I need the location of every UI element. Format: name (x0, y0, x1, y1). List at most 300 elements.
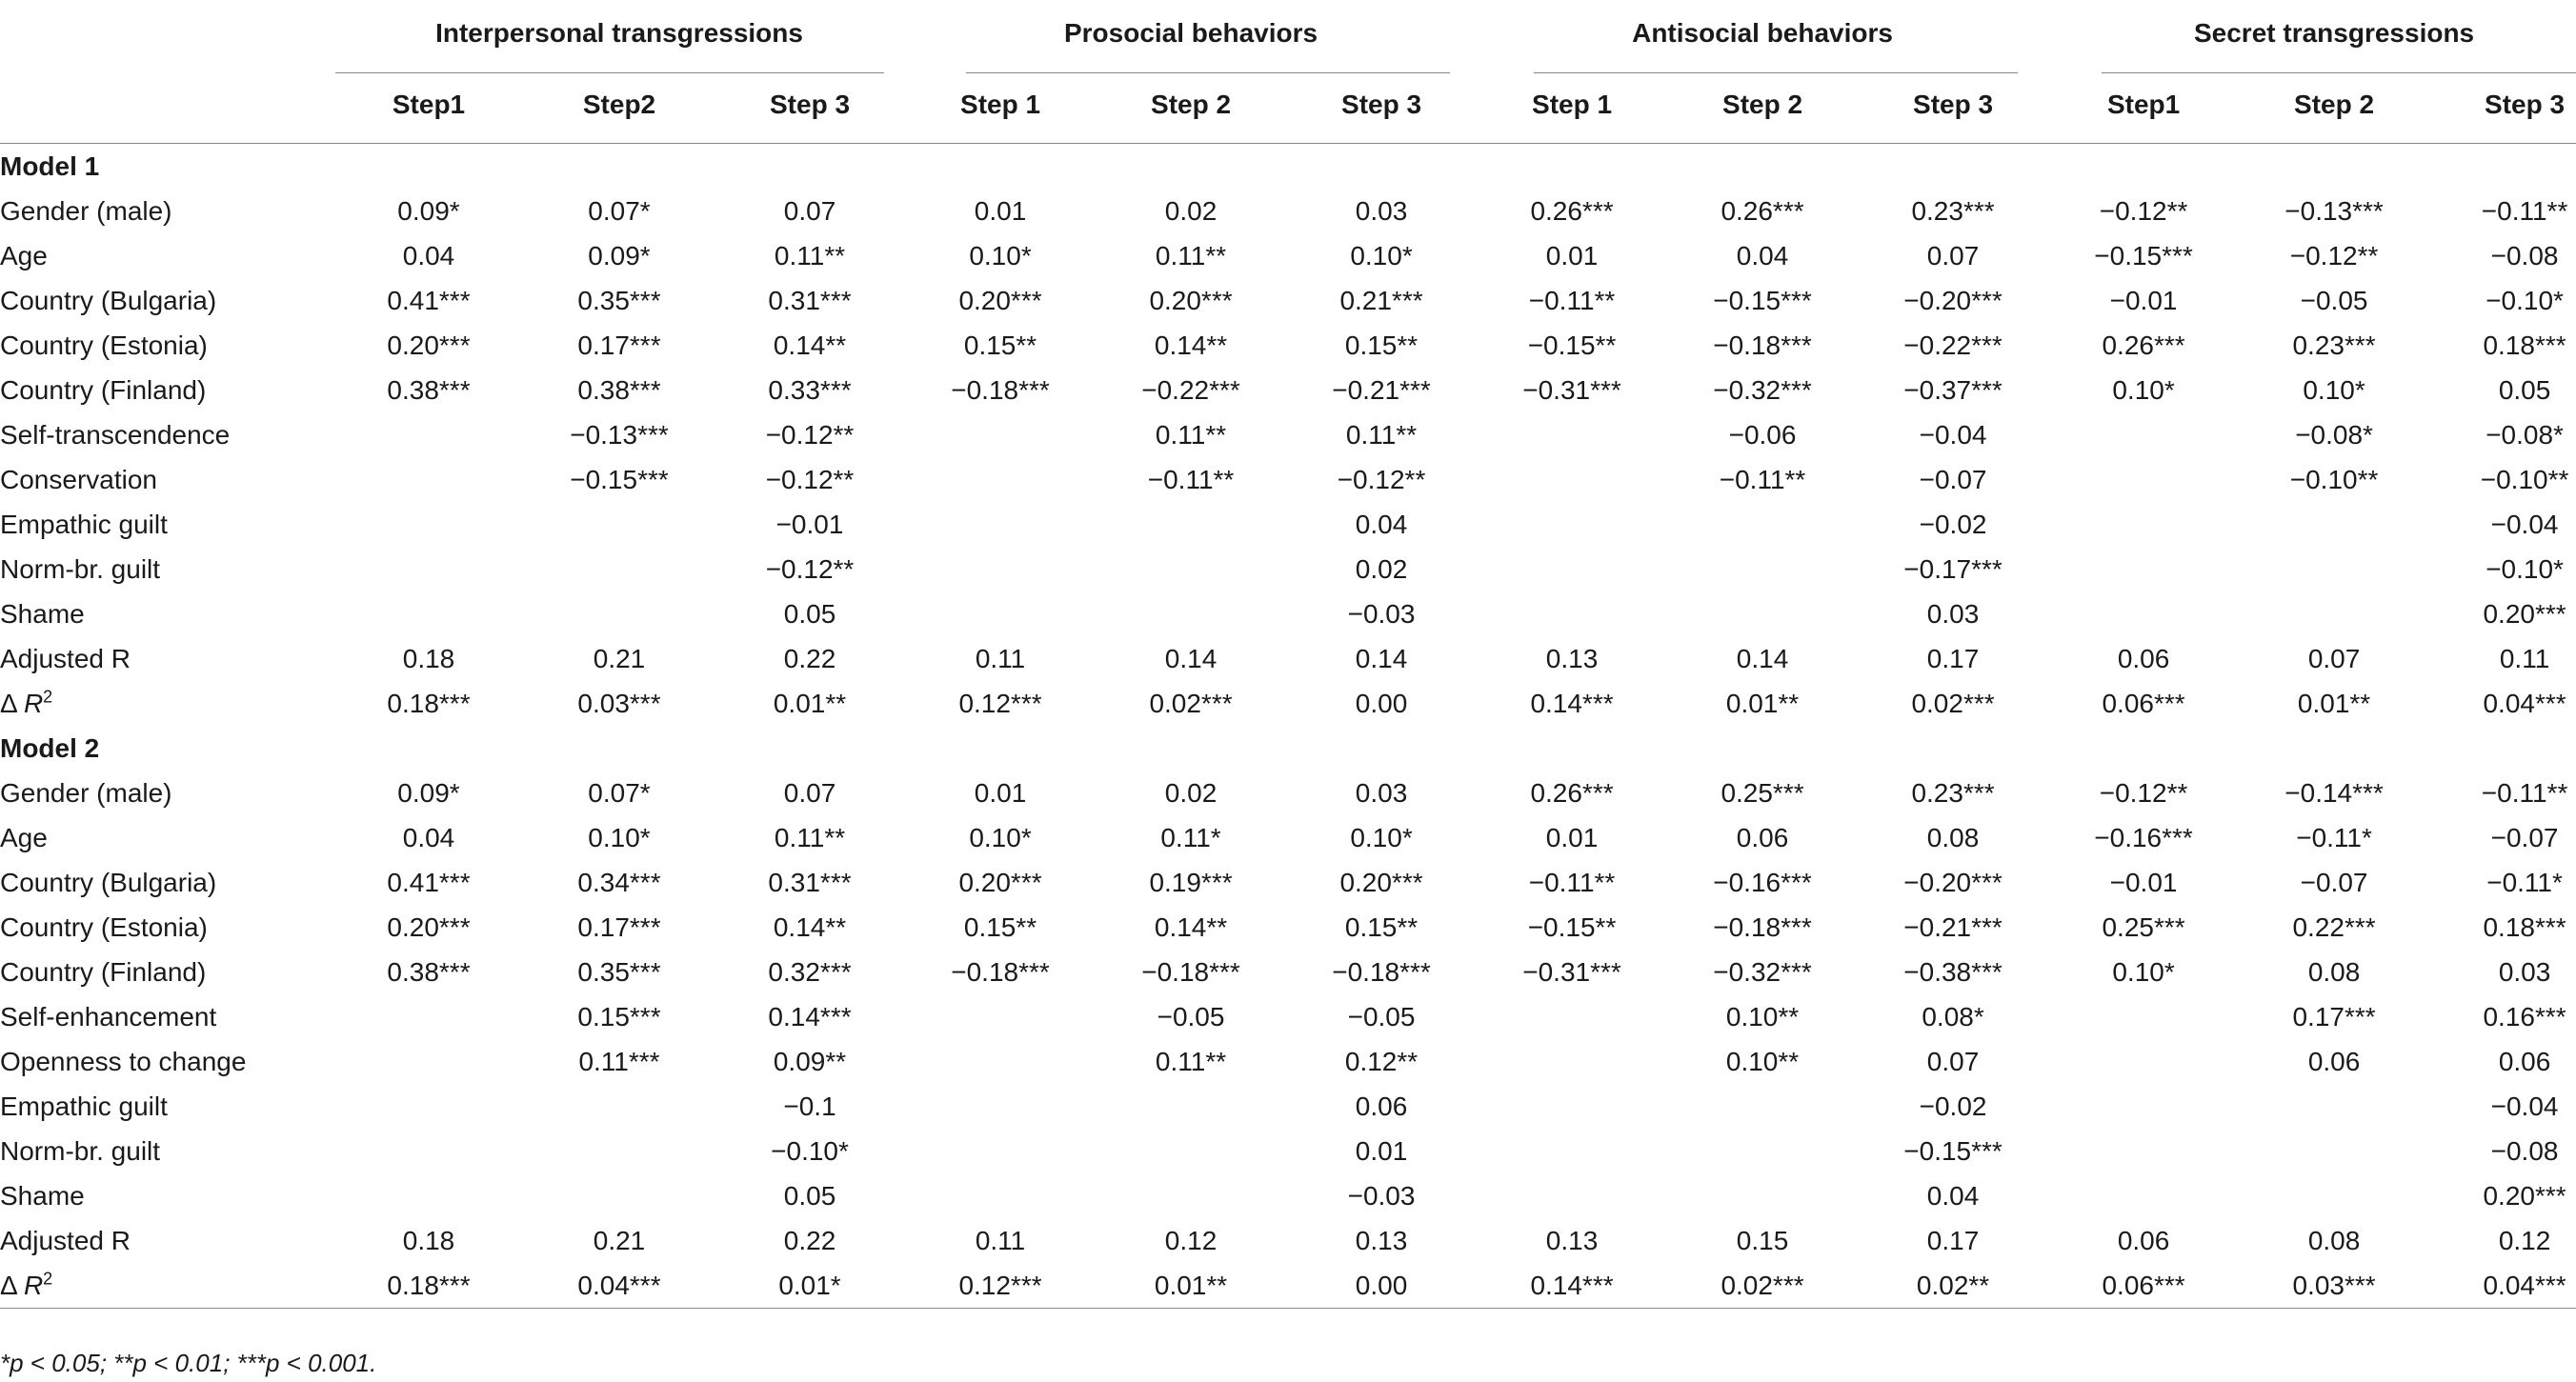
table-cell: 0.01 (1355, 1136, 1408, 1166)
table-cell: −0.11** (2481, 778, 2568, 808)
table-cell: −0.07 (2300, 868, 2368, 897)
table-cell: 0.25*** (1721, 778, 1804, 808)
table-cell: 0.04 (1926, 1181, 1980, 1211)
step-header: Step 2 (1667, 67, 1858, 144)
table-cell: 0.03 (2498, 957, 2551, 987)
table-cell: −0.22*** (1903, 330, 2002, 360)
table-cell: 0.07 (1926, 241, 1980, 270)
delta-r-label: Δ R (0, 689, 44, 718)
table-cell: −0.18*** (951, 375, 1050, 405)
table-cell: −0.13*** (2284, 196, 2384, 226)
corner-cell (0, 0, 333, 67)
model-header-row (0, 726, 2576, 771)
table-cell (1477, 591, 1667, 636)
step-header: Step 2 (2239, 67, 2429, 144)
table-cell: 0.12** (1344, 1047, 1419, 1076)
row-label: Shame (0, 1181, 85, 1211)
table-cell (2048, 144, 2239, 190)
table-cell (524, 1084, 714, 1129)
table-cell: 0.14 (1164, 644, 1218, 673)
table-cell: 0.10** (1725, 1047, 1800, 1076)
table-cell (524, 591, 714, 636)
table-cell (1286, 144, 1477, 190)
table-cell: 0.00 (1286, 1263, 1477, 1309)
table-cell: 0.10* (1350, 823, 1413, 852)
table-row (0, 815, 2576, 860)
table-row (0, 233, 2576, 278)
table-cell: 0.17 (1926, 1226, 1980, 1255)
step-header: Step 3 (2429, 67, 2576, 144)
table-cell: −0.04 (2490, 1092, 2559, 1121)
table-cell: 0.18*** (2483, 330, 2566, 360)
group-rule-antisocial (1534, 72, 2018, 73)
table-cell (1096, 144, 1286, 190)
table-cell: −0.21*** (1332, 375, 1431, 405)
table-cell: −0.05 (1347, 1002, 1416, 1031)
table-cell (1667, 1084, 1858, 1129)
row-label: Empathic guilt (0, 1092, 168, 1121)
table-cell: 0.04*** (2429, 1263, 2576, 1309)
table-cell: 0.23*** (1911, 778, 1995, 808)
table-row (0, 278, 2576, 323)
table-cell: 0.11** (1345, 420, 1418, 450)
row-label: Conservation (0, 465, 157, 494)
table-cell: 0.02*** (1149, 689, 1233, 718)
table-cell: −0.04 (1919, 420, 1987, 450)
table-cell: 0.15** (963, 912, 1037, 942)
table-cell: 0.26*** (1530, 778, 1614, 808)
table-cell: −0.10* (2485, 554, 2564, 584)
table-cell: −0.05 (2300, 286, 2368, 315)
row-label: Gender (male) (0, 778, 172, 808)
table-cell: −0.15*** (570, 465, 669, 494)
table-cell: 0.01** (773, 689, 847, 718)
table-cell: 0.06 (2498, 1047, 2551, 1076)
row-label: Self-transcendence (0, 420, 231, 450)
table-cell (905, 547, 1096, 591)
step-header: Step1 (2048, 67, 2239, 144)
table-cell: 0.15** (1344, 330, 1419, 360)
table-cell: −0.08 (2490, 1136, 2559, 1166)
table-cell (2048, 1084, 2239, 1129)
table-cell (1858, 144, 2048, 190)
table-cell: 0.26*** (1530, 196, 1614, 226)
table-cell: −0.22*** (1141, 375, 1240, 405)
table-cell (905, 591, 1096, 636)
table-cell: 0.18*** (387, 689, 471, 718)
table-cell (1477, 1129, 1667, 1173)
table-cell: 0.20*** (1339, 868, 1423, 897)
table-cell: −0.20*** (1903, 868, 2002, 897)
table-cell: 0.09** (773, 1047, 847, 1076)
table-cell (2048, 502, 2239, 547)
table-cell: 0.16*** (2483, 1002, 2566, 1031)
table-cell: 0.07 (1926, 1047, 1980, 1076)
table-cell: −0.18*** (1713, 912, 1812, 942)
model-label: Model 2 (0, 733, 100, 763)
table-cell: 0.08 (1926, 823, 1980, 852)
table-cell: −0.08 (2490, 241, 2559, 270)
table-cell (1477, 1173, 1667, 1218)
table-cell (905, 144, 1096, 190)
step-header: Step 3 (714, 67, 905, 144)
table-cell (905, 1129, 1096, 1173)
table-cell: 0.07 (783, 196, 836, 226)
table-cell: 0.03*** (2239, 1263, 2429, 1309)
table-cell: −0.12** (2099, 778, 2188, 808)
table-cell: 0.12 (2498, 1226, 2551, 1255)
table-cell: 0.07 (783, 778, 836, 808)
table-cell: 0.11* (1160, 823, 1221, 852)
table-cell: 0.18 (402, 644, 455, 673)
table-cell (1477, 547, 1667, 591)
table-cell (2239, 1084, 2429, 1129)
table-cell (2048, 591, 2239, 636)
row-label: Adjusted R (0, 644, 131, 673)
table-cell: 0.11 (2499, 644, 2550, 673)
table-cell: 0.20*** (958, 286, 1042, 315)
table-cell (1096, 591, 1286, 636)
table-cell: −0.15*** (1713, 286, 1812, 315)
table-row (0, 1084, 2576, 1129)
row-label: Age (0, 823, 48, 852)
table-cell (2239, 1173, 2429, 1218)
table-cell: −0.18*** (1141, 957, 1240, 987)
table-cell: −0.14*** (2284, 778, 2384, 808)
table-cell: 0.17*** (577, 330, 661, 360)
table-row (0, 950, 2576, 994)
table-cell: −0.08* (2295, 420, 2373, 450)
row-label (0, 1263, 333, 1309)
row-label: Country (Bulgaria) (0, 868, 217, 897)
table-cell: 0.01 (1545, 241, 1599, 270)
group-rule-interpersonal (335, 72, 884, 73)
table-row (0, 860, 2576, 905)
table-cell: 0.02*** (1911, 689, 1995, 718)
table-cell (905, 502, 1096, 547)
table-cell (524, 726, 714, 771)
table-cell: −0.05 (1157, 1002, 1225, 1031)
table-cell (2048, 412, 2239, 457)
table-cell: 0.04 (402, 241, 455, 270)
table-cell (2429, 144, 2576, 190)
table-cell: 0.17*** (2292, 1002, 2376, 1031)
table-cell (714, 144, 905, 190)
table-cell: 0.19*** (1149, 868, 1233, 897)
table-cell (2239, 726, 2429, 771)
row-label: Country (Finland) (0, 957, 207, 987)
table-cell (1096, 1084, 1286, 1129)
table-cell: 0.17*** (577, 912, 661, 942)
table-cell: −0.02 (1919, 1092, 1987, 1121)
table-cell (1477, 1039, 1667, 1084)
group-header-interpersonal: Interpersonal transgressions (435, 18, 803, 48)
group-rule-secret (2102, 72, 2576, 73)
table-cell (1477, 457, 1667, 502)
table-cell: 0.07* (588, 196, 651, 226)
table-cell: −0.16*** (1713, 868, 1812, 897)
table-cell: −0.07 (1919, 465, 1987, 494)
table-cell: 0.18*** (333, 1263, 524, 1309)
table-cell: −0.10* (2485, 286, 2564, 315)
table-cell (2048, 1129, 2239, 1173)
table-cell: −0.13*** (570, 420, 669, 450)
table-cell: 0.20*** (387, 912, 471, 942)
table-cell: 0.38*** (577, 375, 661, 405)
row-label: Country (Finland) (0, 375, 207, 405)
table-cell: −0.15*** (2094, 241, 2193, 270)
table-cell: 0.05 (2498, 375, 2551, 405)
table-cell: 0.14*** (1530, 689, 1614, 718)
table-cell: 0.22 (783, 1226, 836, 1255)
table-cell: 0.11** (774, 241, 846, 270)
row-label: Norm-br. guilt (0, 1136, 161, 1166)
table-row (0, 1173, 2576, 1218)
table-cell: 0.10* (1350, 241, 1413, 270)
table-cell: −0.20*** (1903, 286, 2002, 315)
table-row (0, 1263, 2576, 1309)
table-cell: 0.13 (1545, 644, 1599, 673)
table-cell: −0.10** (2289, 465, 2379, 494)
table-cell: 0.08 (2307, 1226, 2361, 1255)
table-cell (2239, 1129, 2429, 1173)
group-rule-prosocial (966, 72, 1450, 73)
group-header-row (0, 0, 2576, 67)
table-cell (905, 457, 1096, 502)
table-row (0, 636, 2576, 681)
table-cell: 0.26*** (1721, 196, 1804, 226)
table-cell: 0.03 (1926, 599, 1980, 629)
row-label: Empathic guilt (0, 510, 168, 539)
table-cell: −0.15*** (1903, 1136, 2002, 1166)
table-row (0, 1129, 2576, 1173)
table-cell: −0.12** (2289, 241, 2379, 270)
table-cell: 0.02*** (1667, 1263, 1858, 1309)
table-cell (905, 1173, 1096, 1218)
table-cell: 0.34*** (577, 868, 661, 897)
table-cell: −0.06 (1728, 420, 1797, 450)
step-header: Step 2 (1096, 67, 1286, 144)
table-cell (524, 144, 714, 190)
table-row (0, 189, 2576, 233)
table-cell: 0.38*** (387, 375, 471, 405)
table-cell (2239, 144, 2429, 190)
table-cell: 0.35*** (577, 957, 661, 987)
row-label: Norm-br. guilt (0, 554, 161, 584)
table-cell: 0.31*** (768, 286, 852, 315)
table-cell: 0.04*** (524, 1263, 714, 1309)
table-cell: 0.12*** (958, 689, 1042, 718)
table-cell (333, 1084, 524, 1129)
table-cell: −0.02 (1919, 510, 1987, 539)
table-cell (1667, 1173, 1858, 1218)
table-cell: −0.32*** (1713, 375, 1812, 405)
table-cell: 0.20*** (958, 868, 1042, 897)
table-cell: 0.00 (1355, 689, 1408, 718)
table-cell: 0.06 (2117, 644, 2170, 673)
table-cell (1477, 412, 1667, 457)
table-row (0, 994, 2576, 1039)
table-cell (1477, 994, 1667, 1039)
table-cell: 0.08 (2307, 957, 2361, 987)
step-header-row (0, 67, 2576, 144)
table-cell: 0.38*** (387, 957, 471, 987)
table-cell: −0.31*** (1522, 375, 1621, 405)
table-cell: 0.04 (1355, 510, 1408, 539)
row-label: Shame (0, 599, 85, 629)
table-cell: −0.10* (771, 1136, 849, 1166)
table-cell: 0.09* (397, 778, 460, 808)
table-cell: 0.22*** (2292, 912, 2376, 942)
table-cell (333, 1039, 524, 1084)
model-label: Model 1 (0, 151, 100, 181)
table-cell: 0.10* (969, 241, 1032, 270)
table-cell: −0.32*** (1713, 957, 1812, 987)
table-cell (905, 726, 1096, 771)
table-row (0, 457, 2576, 502)
table-cell: 0.11** (1155, 1047, 1227, 1076)
table-cell: 0.23*** (2292, 330, 2376, 360)
table-cell: −0.38*** (1903, 957, 2002, 987)
row-label: Country (Bulgaria) (0, 286, 217, 315)
table-cell: −0.1 (783, 1092, 836, 1121)
table-row (0, 1039, 2576, 1084)
table-cell: −0.01 (775, 510, 844, 539)
table-cell (1667, 502, 1858, 547)
table-cell (2048, 726, 2239, 771)
group-header-secret: Secret transgressions (2193, 18, 2475, 48)
step-header: Step 3 (1858, 67, 2048, 144)
table-cell (2048, 547, 2239, 591)
table-cell: 0.06*** (2102, 689, 2185, 718)
table-row (0, 547, 2576, 591)
table-cell: 0.01** (1725, 689, 1800, 718)
table-cell: −0.15** (1527, 330, 1617, 360)
table-cell (1096, 726, 1286, 771)
table-cell: 0.11** (1155, 420, 1227, 450)
table-row (0, 771, 2576, 815)
table-cell: 0.15 (1736, 1226, 1789, 1255)
table-cell: 0.04 (402, 823, 455, 852)
table-cell: −0.11** (1528, 868, 1616, 897)
table-cell: −0.11** (1147, 465, 1235, 494)
table-cell: 0.20*** (2483, 599, 2566, 629)
table-cell (1858, 726, 2048, 771)
table-cell (333, 591, 524, 636)
table-cell (333, 457, 524, 502)
table-cell (2048, 994, 2239, 1039)
table-cell: 0.11** (774, 823, 846, 852)
step-header: Step2 (524, 67, 714, 144)
table-cell: 0.21 (593, 1226, 646, 1255)
table-cell: 0.25*** (2102, 912, 2185, 942)
table-cell (905, 1039, 1096, 1084)
step-header: Step 3 (1286, 67, 1477, 144)
table-row (0, 905, 2576, 950)
table-cell: 0.10* (588, 823, 651, 852)
table-cell: 0.11 (975, 644, 1026, 673)
table-cell (2048, 1039, 2239, 1084)
table-cell: 0.02** (1858, 1263, 2048, 1309)
table-cell: −0.11** (1719, 465, 1806, 494)
table-cell (1477, 1084, 1667, 1129)
table-cell: 0.12 (1164, 1226, 1218, 1255)
table-cell: 0.14** (1154, 330, 1228, 360)
group-header-prosocial: Prosocial behaviors (1063, 18, 1318, 48)
table-cell: 0.01 (974, 196, 1027, 226)
table-row (0, 412, 2576, 457)
table-row (0, 1218, 2576, 1263)
table-cell: 0.23*** (1911, 196, 1995, 226)
table-cell (1477, 144, 1667, 190)
table-cell: −0.12** (765, 420, 855, 450)
table-cell (2239, 547, 2429, 591)
table-row (0, 681, 2576, 726)
table-cell: −0.12** (1337, 465, 1426, 494)
table-cell: 0.32*** (768, 957, 852, 987)
table-cell (333, 502, 524, 547)
delta-r-label: Δ R (0, 1271, 44, 1300)
table-cell (1096, 502, 1286, 547)
table-cell (1096, 547, 1286, 591)
table-cell: 0.02 (1355, 554, 1408, 584)
table-cell: 0.09* (588, 241, 651, 270)
table-cell: −0.03 (1347, 1181, 1416, 1211)
table-cell (1667, 144, 1858, 190)
row-label: Country (Estonia) (0, 330, 208, 360)
table-cell: 0.06 (2117, 1226, 2170, 1255)
table-cell: 0.13 (1355, 1226, 1408, 1255)
table-cell: 0.01* (714, 1263, 905, 1309)
table-cell: 0.01** (2297, 689, 2371, 718)
table-cell: 0.06 (1736, 823, 1789, 852)
table-cell (905, 412, 1096, 457)
table-cell: −0.11* (2296, 823, 2372, 852)
table-cell (1096, 1173, 1286, 1218)
table-cell: 0.03 (1355, 778, 1408, 808)
table-cell: 0.04*** (2483, 689, 2566, 718)
table-cell: 0.26*** (2102, 330, 2185, 360)
table-cell: −0.01 (2109, 286, 2178, 315)
table-cell: −0.37*** (1903, 375, 2002, 405)
table-row (0, 323, 2576, 368)
table-cell: 0.11** (1155, 241, 1227, 270)
table-cell: −0.18*** (1332, 957, 1431, 987)
table-cell: 0.14 (1736, 644, 1789, 673)
table-cell: 0.15** (1344, 912, 1419, 942)
table-cell: 0.05 (783, 599, 836, 629)
row-label: Country (Estonia) (0, 912, 208, 942)
table-cell (905, 1084, 1096, 1129)
table-cell: −0.12** (765, 554, 855, 584)
table-cell: 0.18*** (2483, 912, 2566, 942)
table-cell: 0.13 (1545, 1226, 1599, 1255)
table-cell (1477, 502, 1667, 547)
table-cell (333, 547, 524, 591)
table-cell: 0.33*** (768, 375, 852, 405)
row-label: Self-enhancement (0, 1002, 217, 1031)
table-cell (524, 502, 714, 547)
table-cell (524, 1129, 714, 1173)
table-row (0, 368, 2576, 412)
table-cell: −0.11** (1528, 286, 1616, 315)
table-cell: 0.15** (963, 330, 1037, 360)
table-cell: 0.03 (1355, 196, 1408, 226)
table-cell (1667, 547, 1858, 591)
step-header: Step1 (333, 67, 524, 144)
row-label: Adjusted R (0, 1226, 131, 1255)
table-cell (2429, 726, 2576, 771)
